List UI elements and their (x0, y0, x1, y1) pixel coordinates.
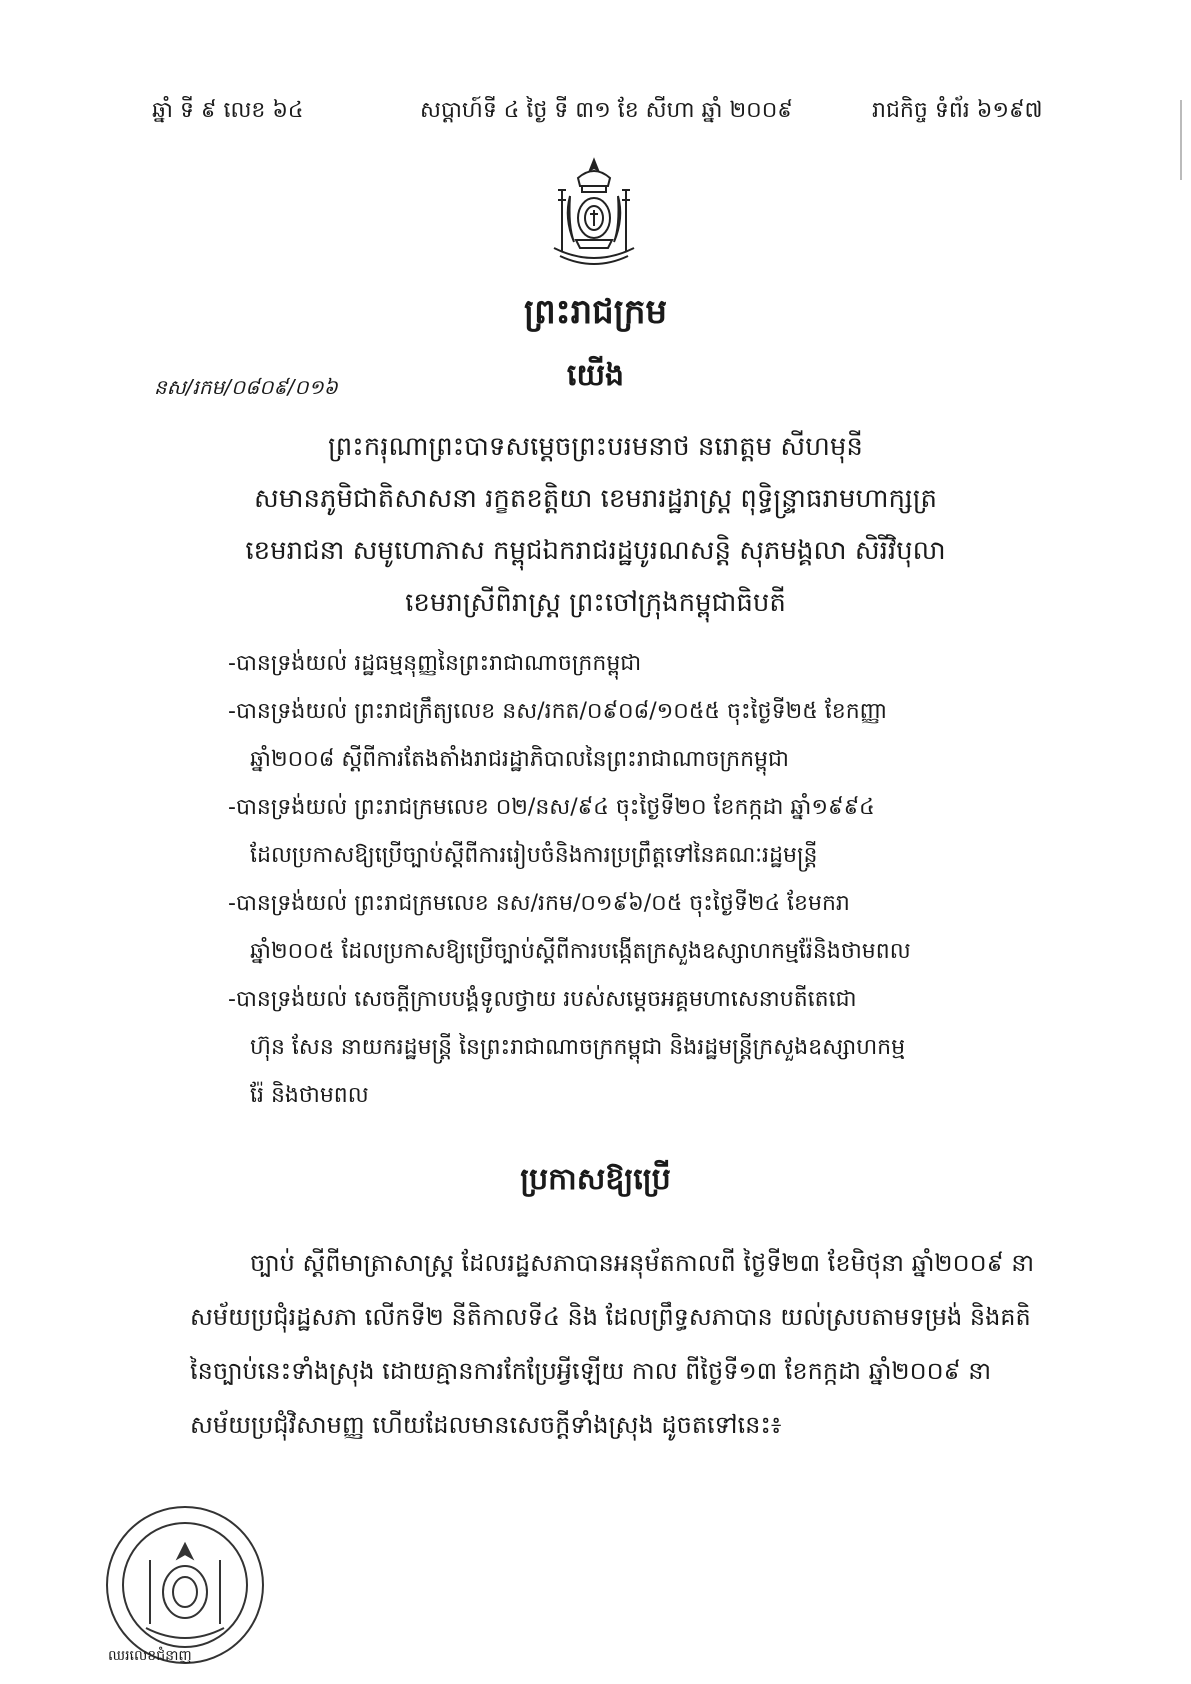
clause-line: ឆ្នាំ២០០៨ ស្ដីពីការតែងតាំងរាជរដ្ឋាភិបាលនៃព្រះរាជាណាចក្រកម្ពុជា (250, 747, 789, 772)
clause-line: រ៉ែ និងថាមពល (250, 1083, 369, 1108)
body-paragraph: ច្បាប់ ស្ដីពីមាត្រាសាស្ត្រ ដែលរដ្ឋសភាបានអនុម័តកាលពី ថ្ងៃទី២៣ ខែមិថុនា ឆ្នាំ២០០៩ នាសម័យប្រជុំរដ្ឋសភា លើកទី២ នីតិកាលទី៤ និង ដែលព្រឹទ្ធសភាបាន យល់ស្របតាមទម្រង់ និងគតិនៃច្បាប់នេះទាំងស្រុង ដោយគ្មានការកែប្រែអ្វីឡើយ កាល ពីថ្ងៃទី១៣ ខែកក្កដា ឆ្នាំ២០០៩ នាសម័យប្រជុំវិសាមញ្ញ ហើយដែលមានសេចក្ដីទាំងស្រុង ដូចតទៅនេះ៖ (190, 1249, 1035, 1439)
reference-number: នស/រកម/០៨០៩/០១៦ (154, 375, 338, 399)
king-title-line: ខេមរាជនា សមូហោភាស កម្ពុជឯករាជរដ្ឋបូរណសន្តិ សុភមង្គលា សិរីវិបុលា (245, 536, 946, 566)
clause (228, 976, 1038, 1120)
clause-line: -បានទ្រង់យល់ សេចក្ដីក្រាបបង្គំទូលថ្វាយ របស់សម្ដេចអគ្គមហាសេនាបតីតេជោ (228, 987, 857, 1012)
royal-emblem-icon (540, 156, 648, 272)
clause-line: -បានទ្រង់យល់ ព្រះរាជក្រមលេខ នស/រកម/០១៩៦/០៥ ចុះថ្ងៃទី២៤ ខែមករា (228, 891, 850, 916)
decree-title: ព្រះរាជក្រម (523, 292, 668, 332)
king-title-line: ខេមរាស្រីពិរាស្ត្រ ព្រះចៅក្រុងកម្ពុជាធិបតី (405, 588, 786, 618)
clause (228, 640, 1038, 688)
we-heading: យើង (566, 358, 625, 393)
clause-line: -បានទ្រង់យល់ ព្រះរាជក្រឹត្យលេខ នស/រកត/០៩០៨/១០៥៥ ចុះថ្ងៃទី២៥ ខែកញ្ញា (228, 699, 888, 724)
clause-line: ដែលប្រកាសឱ្យប្រើច្បាប់ស្ដីពីការរៀបចំនិងការប្រព្រឹត្តទៅនៃគណៈរដ្ឋមន្ត្រី (250, 843, 818, 868)
clause (228, 688, 1038, 784)
king-title-line: សមានភូមិជាតិសាសនា រក្ខតខត្តិយា ខេមរារដ្ឋរាស្ត្រ ពុទ្ធិន្ទ្រាធរាមហាក្សត្រ (254, 484, 937, 514)
header-date: សប្ដាហ៍ទី ៤ ថ្ងៃ ទី ៣១ ខែ សីហា ឆ្នាំ ២០០៩ (420, 98, 793, 123)
king-title-line: ព្រះករុណាព្រះបាទសម្ដេចព្រះបរមនាថ នរោត្តម សីហមុនី (328, 432, 863, 462)
clause (228, 880, 1038, 976)
clause (228, 784, 1038, 880)
clause-line: -បានទ្រង់យល់ រដ្ឋធម្មនុញ្ញនៃព្រះរាជាណាចក្រកម្ពុជា (228, 651, 642, 676)
clause-line: ហ៊ុន សែន នាយករដ្ឋមន្ត្រី នៃព្រះរាជាណាចក្រកម្ពុជា និងរដ្ឋមន្ត្រីក្រសួងឧស្សាហកម្ម (250, 1035, 906, 1060)
seal-caption: ឈរលេខជំនាញ (108, 1648, 192, 1664)
header-issue: ឆ្នាំ ទី ៩ លេខ ៦៤ (152, 98, 304, 123)
header-page-number: រាជកិច្ច ទំព័រ ៦១៩៧ (872, 98, 1043, 123)
promulgate-heading: ប្រកាសឱ្យប្រើ (520, 1162, 671, 1197)
royal-seal-stamp-icon (100, 1500, 270, 1670)
clause-line: -បានទ្រង់យល់ ព្រះរាជក្រមលេខ ០២/នស/៩៤ ចុះថ្ងៃទី២០ ខែកក្កដា ឆ្នាំ១៩៩៤ (228, 795, 875, 820)
margin-mark (1180, 100, 1182, 180)
clause-line: ឆ្នាំ២០០៥ ដែលប្រកាសឱ្យប្រើច្បាប់ស្ដីពីការបង្កើតក្រសួងឧស្សាហកម្មរ៉ែនិងថាមពល (250, 939, 911, 964)
